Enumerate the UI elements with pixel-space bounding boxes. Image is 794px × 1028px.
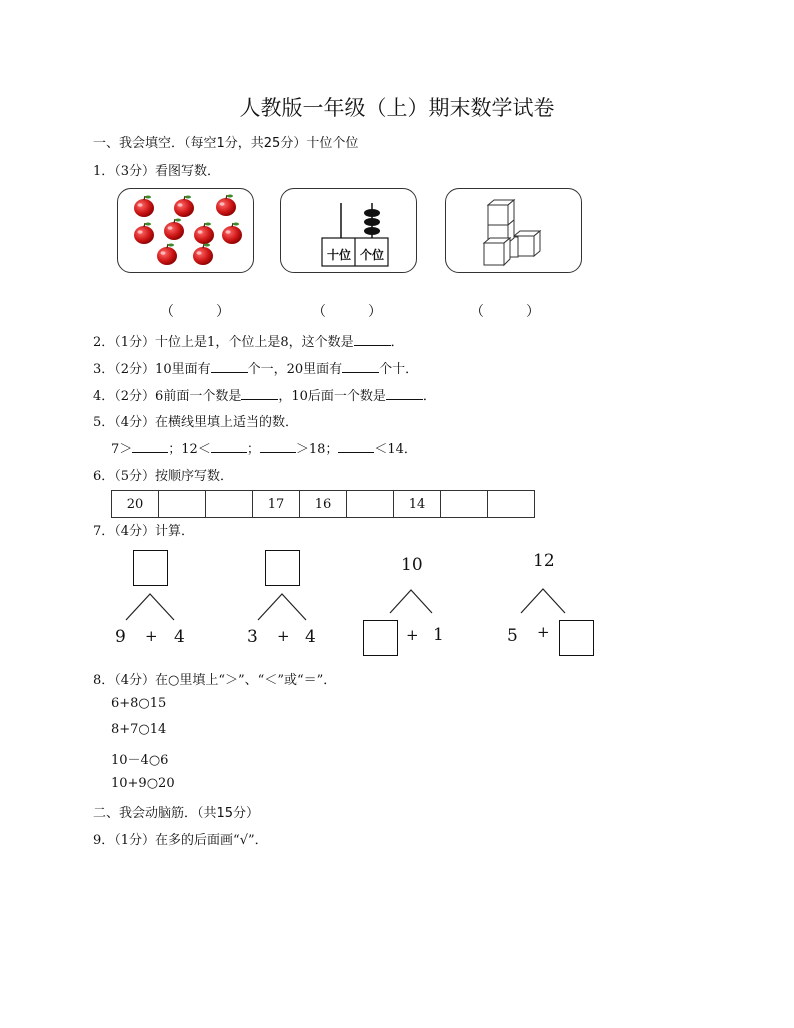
question-8: 8．（4分）在○里填上“＞”、“＜”或“＝”． [93, 673, 337, 688]
tree-1-right: 4 [174, 627, 185, 647]
tree-4-top: 12 [533, 551, 555, 571]
question-4-text: ，10后面一个数是 [278, 389, 386, 404]
tree-3-top: 10 [401, 555, 423, 575]
inequality-text: ＜14． [374, 442, 417, 457]
question-4 [93, 385, 436, 404]
question-5-blanks [111, 438, 417, 457]
sequence-cell[interactable] [488, 491, 535, 518]
abacus-picture [280, 188, 417, 273]
abacus-bead [364, 227, 380, 235]
answer-box[interactable] [559, 620, 594, 656]
tree-2-right: 4 [305, 627, 316, 647]
question-4-text: 4．（2分）6前面一个数是 [93, 389, 242, 404]
section-2-heading: 二、我会动脑筋．（共15分） [93, 806, 260, 821]
inequality-text: 7＞ [111, 442, 133, 457]
apple-icon [222, 223, 242, 245]
answer-blank-3[interactable]: （ ） [470, 304, 540, 320]
apple-icon [134, 223, 154, 245]
apple-icon [193, 244, 213, 266]
answer-blank-2[interactable]: （ ） [312, 304, 382, 320]
sequence-cell[interactable] [159, 491, 206, 518]
apple-icon [164, 219, 184, 241]
blank[interactable] [211, 452, 247, 453]
question-1: 1．（3分）看图写数． [93, 164, 221, 179]
tree-2-left: 3 [247, 627, 258, 647]
cubes-illustration [446, 189, 581, 272]
sequence-cell[interactable] [441, 491, 488, 518]
apple-icon [157, 244, 177, 266]
inequality-text: ； [246, 442, 260, 457]
apples-illustration [118, 189, 253, 272]
apples-picture [117, 188, 254, 273]
question-6: 6．（5分）按顺序写数． [93, 469, 234, 484]
abacus-ones-label: 个位 [359, 248, 384, 262]
question-2-text: 2．（1分）十位上是1，个位上是8，这个数是 [93, 335, 354, 350]
question-3-text: 个十． [379, 362, 419, 377]
abacus-tens-label: 十位 [326, 248, 351, 262]
tree-4-left: 5 [507, 626, 518, 646]
tree-3-right: 1 [433, 625, 444, 645]
answer-box[interactable] [363, 620, 398, 656]
question-2-end: ． [390, 335, 404, 350]
apple-icon [216, 195, 236, 217]
number-sequence-table [111, 490, 535, 518]
blank[interactable] [342, 372, 379, 373]
blank[interactable] [241, 399, 278, 400]
abacus-bead [364, 218, 380, 226]
sequence-cell[interactable] [347, 491, 394, 518]
blank[interactable] [211, 372, 248, 373]
sequence-cell[interactable]: 16 [300, 491, 347, 518]
blank[interactable] [260, 452, 296, 453]
tree-1-op: + [145, 627, 158, 645]
tree-3-op: + [406, 626, 419, 644]
answer-box[interactable] [133, 550, 168, 586]
apple-icon [134, 196, 154, 218]
blank[interactable] [354, 345, 391, 346]
answer-blank-1[interactable]: （ ） [160, 304, 230, 320]
blank[interactable] [338, 452, 374, 453]
sequence-cell[interactable]: 17 [253, 491, 300, 518]
tree-1-left: 9 [115, 627, 126, 647]
question-4-text: ． [422, 389, 436, 404]
sequence-cell[interactable]: 20 [112, 491, 159, 518]
comparison-item[interactable]: 8+7○14 [111, 722, 167, 737]
tree-2-op: + [277, 627, 290, 645]
question-5: 5．（4分）在横线里填上适当的数． [93, 415, 299, 430]
question-9: 9．（1分）在多的后面画“√”． [93, 833, 268, 848]
question-7: 7．（4分）计算． [93, 524, 195, 539]
question-3-text: 3．（2分）10里面有 [93, 362, 211, 377]
comparison-item[interactable]: 10+9○20 [111, 776, 175, 791]
sequence-cell[interactable] [206, 491, 253, 518]
tree-4-op: + [537, 623, 550, 641]
answer-box[interactable] [265, 550, 300, 586]
inequality-text: ；12＜ [168, 442, 211, 457]
comparison-item[interactable]: 10－4○6 [111, 753, 169, 768]
question-3-text: 个一，20里面有 [247, 362, 343, 377]
blank[interactable] [132, 452, 168, 453]
apple-icon [174, 196, 194, 218]
abacus-bead [364, 209, 380, 217]
comparison-item[interactable]: 6+8○15 [111, 696, 167, 711]
section-1-heading: 一、我会填空．（每空1分，共25分）十位个位 [93, 136, 359, 151]
blank[interactable] [386, 399, 423, 400]
inequality-text: ＞18； [295, 442, 339, 457]
question-3 [93, 358, 418, 377]
question-2 [93, 331, 404, 350]
cubes-picture [445, 188, 582, 273]
apple-icon [194, 223, 214, 245]
sequence-cell[interactable]: 14 [394, 491, 441, 518]
page-title: 人教版一年级（上）期末数学试卷 [239, 96, 555, 120]
